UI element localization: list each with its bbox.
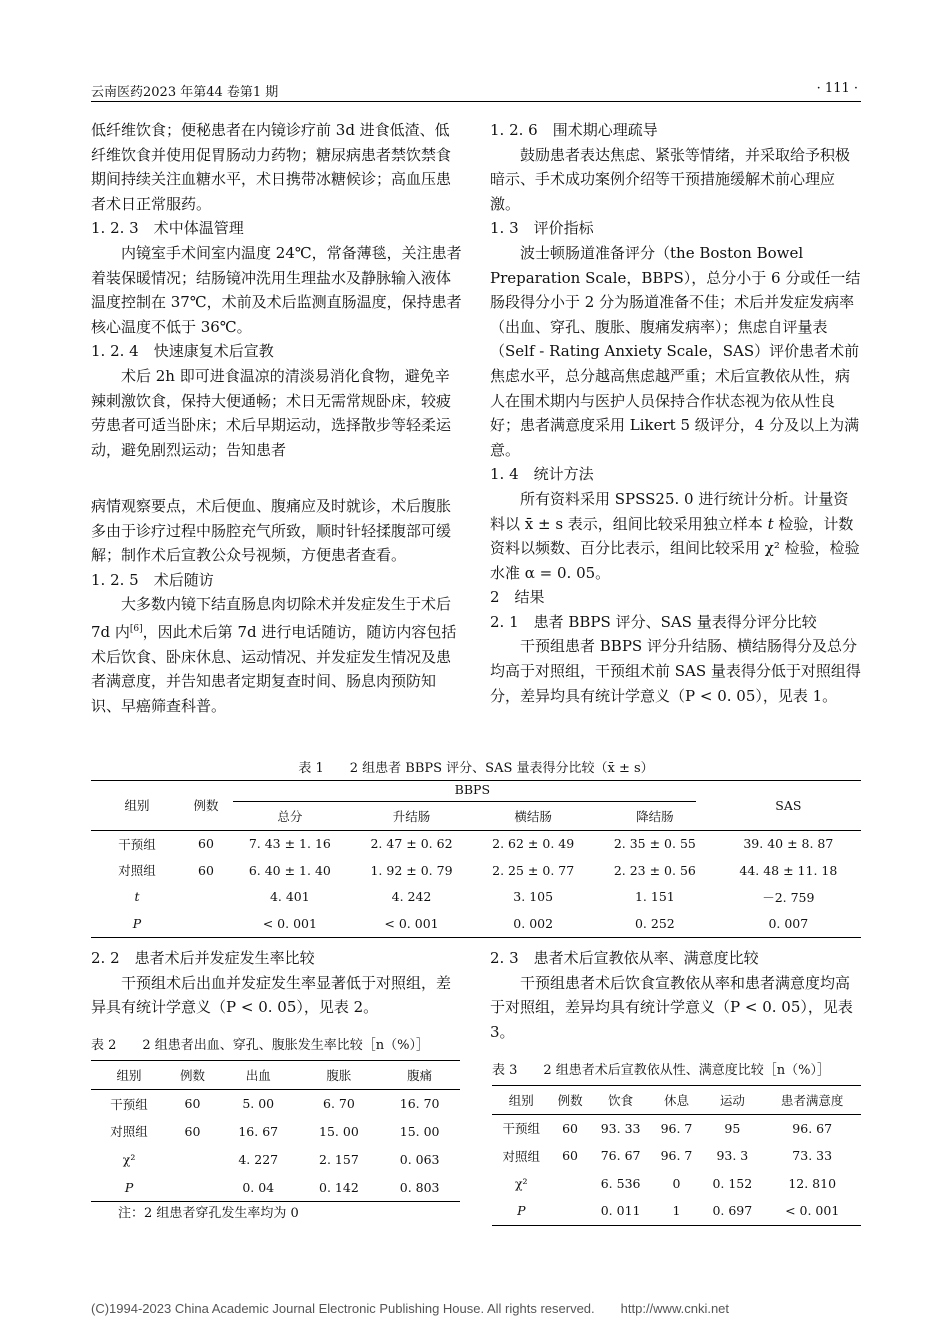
section-heading-1-3: 1. 3 评价指标 — [490, 219, 594, 238]
table-header: 例数 — [180, 1067, 206, 1083]
table-row — [492, 1114, 861, 1142]
table-cell: 0. 252 — [634, 915, 675, 931]
left-column — [91, 118, 463, 462]
section-heading-1-4: 1. 4 统计方法 — [490, 465, 594, 484]
table-cell: 96. 7 — [660, 1148, 693, 1164]
table-cell: 0. 697 — [712, 1203, 753, 1219]
table-header: 饮食 — [608, 1092, 634, 1108]
table-cell: 1. 151 — [634, 889, 675, 905]
table-row — [91, 1089, 460, 1117]
table-cell: 2. 23 ± 0. 56 — [613, 862, 696, 878]
table-cell: 16. 67 — [238, 1123, 279, 1139]
table-cell: 76. 67 — [600, 1148, 641, 1164]
table-row — [91, 830, 861, 857]
table-row — [91, 884, 861, 911]
table-cell — [183, 884, 229, 911]
table-cell: 0. 04 — [242, 1179, 275, 1195]
page-number: · 111 · — [816, 81, 858, 96]
header-rule — [91, 101, 861, 102]
table-cell: P — [132, 915, 142, 931]
section-heading-1-2-6: 1. 2. 6 围术期心理疏导 — [490, 121, 658, 139]
table-cell: < 0. 001 — [262, 915, 317, 931]
table-header: 例数 — [557, 1092, 583, 1108]
table-cell: 15. 00 — [399, 1123, 440, 1139]
table-cell: 0. 007 — [768, 915, 809, 931]
bbps-label: BBPS — [454, 782, 491, 797]
table-cell: < 0. 001 — [785, 1203, 840, 1219]
paragraph: 低纤维饮食；便秘患者在内镜诊疗前 3d 进食低渣、低纤维饮食并使用促胃肠动力药物；糖尿病患者禁饮禁食期间持续关注血糖水平，术日携带冰糖候诊；高血压患者术日正常服药。 — [91, 121, 452, 213]
paragraph — [490, 487, 862, 585]
section-2-2 — [91, 946, 463, 1020]
table-cell — [183, 910, 229, 937]
table2-note: 注：2 组患者穿孔发生率均为 0 — [118, 1206, 299, 1221]
table-cell: 7. 43 ± 1. 16 — [248, 836, 331, 852]
table-cell — [167, 1173, 218, 1201]
table1-caption: 表 1 2 组患者 BBPS 评分、SAS 量表得分比较（x̄ ± s） — [298, 761, 654, 776]
table-header: 运动 — [719, 1092, 745, 1108]
table-cell: 6. 40 ± 1. 40 — [248, 862, 331, 878]
table-cell: 0. 803 — [399, 1179, 440, 1195]
table-cell: 2. 35 ± 0. 55 — [613, 836, 696, 852]
table-row — [492, 1142, 861, 1170]
table-header: 例数 — [183, 781, 229, 831]
citation-ref: [6] — [129, 623, 143, 634]
table-header: 组别 — [508, 1092, 534, 1108]
table-cell: 0. 152 — [712, 1175, 753, 1191]
table-cell — [167, 1145, 218, 1173]
left-column-continued — [91, 494, 463, 718]
paragraph: 鼓励患者表达焦虑、紧张等情绪，并采取给予积极暗示、手术成功案例介绍等干预措施缓解术前心理应激。 — [490, 145, 851, 213]
table-row — [91, 857, 861, 884]
table-cell: 60 — [184, 1096, 201, 1112]
table-header: 组别 — [91, 781, 183, 831]
table-header: 腹胀 — [326, 1067, 352, 1083]
table-header: 患者满意度 — [780, 1092, 844, 1108]
paragraph-text: 所有资料采用 SPSS25. 0 进行统计分析。计量资料以 x̄ ± s 表示，组间比较采用独立样本 — [490, 489, 849, 533]
paragraph-text: 检验，计数资料以频数、百分比表示，组间比较采用 χ² 检验，检验水准 α = 0. 05。 — [490, 514, 860, 582]
section-heading-1-2-5: 1. 2. 5 术后随访 — [91, 570, 214, 589]
table-header: 组别 — [116, 1067, 142, 1083]
table-cell: χ² — [122, 1151, 136, 1167]
table-cell: 44. 48 ± 11. 18 — [739, 862, 838, 878]
table-cell: 干预组 — [502, 1121, 541, 1137]
table-cell — [551, 1170, 590, 1198]
section-heading-1-2-4: 1. 2. 4 快速康复术后宣教 — [91, 342, 274, 361]
table-header: 休息 — [663, 1092, 689, 1108]
table-cell: 96. 67 — [792, 1120, 833, 1136]
table-cell: －2. 759 — [762, 889, 815, 905]
table-cell: 3. 105 — [513, 889, 554, 905]
table-cell: 干预组 — [118, 836, 156, 852]
table3 — [492, 1085, 861, 1226]
table-cell: 16. 70 — [399, 1096, 440, 1112]
journal-header: 云南医药2023 年第44 卷第1 期 — [91, 85, 279, 100]
table-header-bbps — [229, 781, 716, 804]
table-cell: 0. 002 — [513, 915, 554, 931]
table-cell: 对照组 — [118, 863, 156, 879]
section-2-3 — [490, 946, 862, 1044]
table-cell: 6. 536 — [600, 1175, 641, 1191]
table-row — [91, 1118, 460, 1146]
table-cell: 15. 00 — [319, 1123, 359, 1139]
table-cell: 4. 401 — [269, 889, 310, 905]
table-row — [91, 1173, 460, 1201]
table-cell: 对照组 — [502, 1148, 541, 1164]
table-header: 出血 — [245, 1067, 271, 1083]
table-cell: P — [124, 1179, 134, 1195]
table-subheader: 升结肠 — [392, 809, 431, 825]
table-cell: 1 — [672, 1203, 681, 1219]
table-cell: 93. 3 — [716, 1148, 749, 1164]
table-subheader: 横结肠 — [514, 809, 552, 825]
table-cell: 93. 33 — [600, 1120, 641, 1136]
table-cell: 96. 7 — [660, 1120, 693, 1136]
paragraph: 干预组患者术后饮食宣教依从率和患者满意度均高于对照组，差异均具有统计学意义（P < 0. 05），见表 3。 — [490, 973, 853, 1041]
paragraph-text: ，因此术后第 7d 进行电话随访，随访内容包括术后饮食、卧床休息、运动情况、并发症发生情况及患者满意度，并告知患者定期复查时间、肠息肉预防知识、早癌筛查科普。 — [91, 622, 457, 715]
table3-caption: 表 3 2 组患者术后宣教依从性、满意度比较［n（%）］ — [492, 1063, 831, 1078]
section-heading-2-2: 2. 2 患者术后并发症发生率比较 — [91, 949, 315, 967]
table-row — [91, 910, 861, 937]
section-heading-2: 2 结果 — [490, 588, 545, 607]
table2 — [91, 1060, 460, 1202]
table-cell: t — [134, 889, 140, 905]
table-cell: 95 — [724, 1120, 741, 1136]
table-cell: 2. 62 ± 0. 49 — [492, 836, 575, 852]
section-heading-1-2-3: 1. 2. 3 术中体温管理 — [91, 219, 244, 238]
table-cell: 2. 25 ± 0. 77 — [492, 862, 575, 878]
table-cell: 60 — [198, 836, 214, 852]
table-cell: < 0. 001 — [384, 915, 439, 931]
table-cell: χ² — [514, 1175, 528, 1191]
table-cell: 2. 47 ± 0. 62 — [370, 836, 453, 852]
table-cell: 2. 157 — [319, 1151, 359, 1167]
table-cell: 60 — [198, 862, 214, 878]
table-cell: 4. 242 — [391, 889, 432, 905]
table-subheader: 总分 — [277, 809, 303, 825]
table-cell: 4. 227 — [238, 1151, 279, 1167]
table-cell — [551, 1197, 590, 1225]
table-cell: 73. 33 — [792, 1148, 833, 1164]
table2-caption: 表 2 2 组患者出血、穿孔、腹胀发生率比较［n（%）］ — [91, 1038, 430, 1053]
section-heading-2-1: 2. 1 患者 BBPS 评分、SAS 量表得分评分比较 — [490, 612, 817, 631]
paragraph: 干预组术后出血并发症发生率显著低于对照组，差异具有统计学意义（P < 0. 05），见表 2。 — [91, 973, 452, 1017]
table-cell: 6. 70 — [323, 1096, 355, 1112]
table-cell: 5. 00 — [242, 1096, 275, 1112]
table-cell: 0. 011 — [600, 1203, 641, 1219]
table-cell: 39. 40 ± 8. 87 — [743, 836, 834, 852]
table-cell: 60 — [562, 1120, 579, 1136]
table-cell: 60 — [184, 1123, 201, 1139]
table-header: SAS — [716, 781, 861, 831]
paragraph — [91, 592, 463, 718]
section-heading-2-3: 2. 3 患者术后宣教依从率、满意度比较 — [490, 949, 759, 967]
table-cell: 0. 063 — [399, 1151, 440, 1167]
table-cell: 0. 142 — [319, 1179, 359, 1195]
table-cell: 对照组 — [110, 1124, 148, 1140]
paragraph: 波士顿肠道准备评分（the Boston Bowel Preparation Scale，BBPS），总分小于 6 分或任一结肠段得分小于 2 分为肠道准备不佳；术后并发症发病率（出血、穿孔、腹胀、腹痛发病率）；焦虑自评量表（Self - Rating Anxiety Scale，SAS）评价患者术前焦虑水平，总分越高焦虑越严重；术后宣教依从性，病人在围术期内与医护人员保持合作状态视为依从性良好；患者满意度采用 Likert 5 级评分，4 分及以上为满意。 — [490, 243, 861, 459]
table-row — [492, 1197, 861, 1225]
table-cell: P — [517, 1203, 526, 1219]
copyright-footer: (C)1994-2023 China Academic Journal Electronic Publishing House. All rights reserved. http://www.cnki.net — [91, 1301, 730, 1316]
table-header: 腹痛 — [407, 1067, 433, 1083]
right-column — [490, 118, 862, 708]
table-row — [91, 1145, 460, 1173]
paragraph: 干预组患者 BBPS 评分升结肠、横结肠得分及总分均高于对照组，干预组术前 SAS 量表得分低于对照组得分，差异均具有统计学意义（P < 0. 05），见表 1。 — [490, 637, 861, 705]
table-cell: 干预组 — [110, 1096, 148, 1112]
paragraph: 术后 2h 即可进食温凉的清淡易消化食物，避免辛辣刺激饮食，保持大便通畅；术日无需常规卧床，较疲劳患者可适当卧床；术后早期运动，选择散步等轻柔运动，避免剧烈运动；告知患者 — [91, 366, 452, 459]
table1 — [91, 780, 861, 938]
t-symbol: t — [767, 514, 774, 533]
table-subheader: 降结肠 — [636, 809, 674, 825]
table-cell: 60 — [562, 1148, 579, 1164]
table-cell: 0 — [672, 1175, 681, 1191]
paragraph-text: 大多数内镜下结直肠息肉切除术并发症发生于术后 7d 内 — [91, 595, 452, 641]
table-row — [492, 1170, 861, 1198]
table-cell: 12. 810 — [788, 1175, 837, 1191]
bbps-rule — [233, 801, 696, 802]
paragraph: 内镜室手术间室内温度 24℃，常备薄毯，关注患者着装保暖情况；结肠镜冲洗用生理盐水及静脉输入液体温度控制在 37℃，术前及术后监测直肠温度，保持患者核心温度不低于 36℃。 — [91, 243, 462, 336]
table-cell: 1. 92 ± 0. 79 — [370, 862, 453, 878]
paragraph: 病情观察要点，术后便血、腹痛应及时就诊，术后腹胀多由于诊疗过程中肠腔充气所致，顺时针轻揉腹部可缓解；制作术后宣教公众号视频，方便患者查看。 — [91, 497, 452, 565]
